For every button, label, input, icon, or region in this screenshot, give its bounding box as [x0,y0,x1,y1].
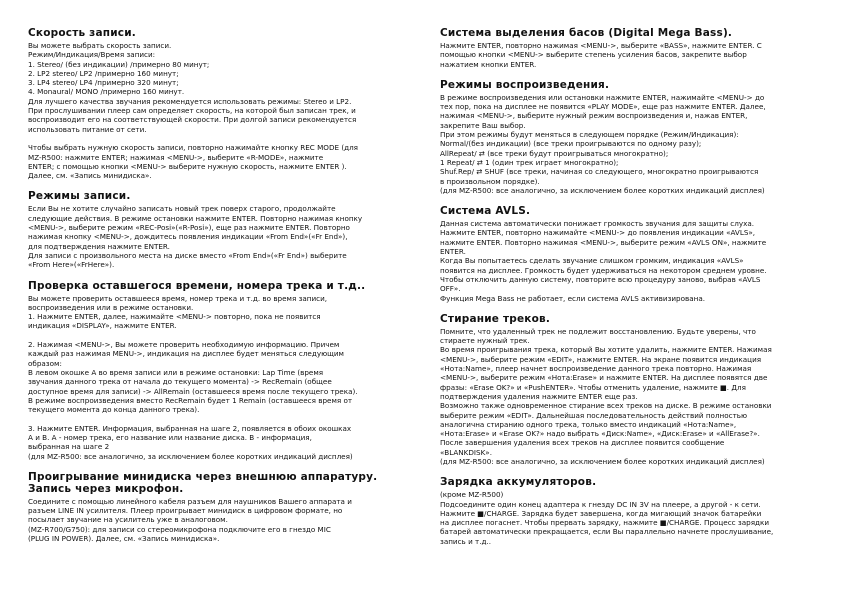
text-line: батарей автоматически прекращается, если Вы параллельно начнете прослушивание, [440,527,774,537]
text-line: В режиме воспроизведения или остановки нажмите ENTER, нажимайте <MENU-> до [440,92,765,102]
text-line: При прослушивании плеер сам определяет скорость, на которой был записан трек, и [28,106,356,116]
text-line: (PLUG IN POWER). Далее, см. «Запись минидиска». [28,534,220,544]
text-line: звучания данного трека от начала до текущего момента) -> RecRemain (общее [28,377,332,387]
section-heading: Стирание треков. [440,312,551,325]
text-line: Если Вы не хотите случайно записать новый трек поверх старого, продолжайте [28,204,336,214]
text-line: AllRepeat/ ⇄ (все треки будут проигрываться многократно); [440,148,669,158]
text-line: 4. Monaural/ MONO /примерно 160 минут. [28,87,185,97]
text-line: подтверждения удаления нажмите ENTER еще раз. [440,391,638,401]
section-heading: Зарядка аккумуляторов. [440,476,597,489]
text-line: воспроизведения или в режиме остановки. [28,302,194,312]
text-line: В левом окошке А во время записи или в режиме остановки: Lap Time (время [28,367,324,377]
section-0 [28,27,408,180]
text-line: «Нота:Name», плеер начнет воспроизведение данного трека повторно. Нажимая [440,364,752,374]
text-line: нажимая кнопку <MENU->, дождитесь появления индикации «From End»(«Fr End»), [28,232,348,242]
text-line: выберите режим «EDIT». Дальнейшая последовательность действий полностью [440,410,748,420]
text-line: каждый раз нажимая MENU->, индикация на дисплее будет меняться следующим [28,349,344,359]
text-line: индикация «DISPLAY», нажмите ENTER. [28,321,177,331]
text-line: «BLANKDISK». [440,447,492,457]
section-3 [28,471,408,543]
text-line: Когда Вы попытаетесь сделать звучание слишком громким, индикация «AVLS» [440,256,744,266]
text-line: ENTER. [440,247,466,257]
section-heading: Система выделения басов (Digital Mega Bass). [440,27,733,39]
text-line: (MZ-R700/G750): для записи со стереомикрофона подключите его в гнездо MIC [28,524,331,534]
text-line: аналогична стиранию одного трека, только вместо индикаций «Нота:Name», [440,419,737,429]
left-column [28,27,408,553]
text-line: <MENU->, выберите режим «REC-Posi»(«R-Posi»), еще раз нажмите ENTER. Повторно [28,223,350,233]
text-line: Shuf.Rep/ ⇄ SHUF (все треки, начиная со следующего, многократно проигрываются [440,167,759,177]
text-line: 3. LP4 stereo/ LP4 /примерно 320 минут; [28,78,179,88]
text-line: воспроизводит его на соответствующей скорости. При долгой записи рекомендуется [28,115,357,125]
text-line: доступное время для записи) -> AllRemain (оставшееся время после текущего трека). [28,386,358,396]
text-line: 1. Stereo/ (без индикации) /примерно 80 минут; [28,59,210,69]
text-line: Чтобы выбрать нужную скорость записи, повторно нажимайте кнопку REC MODE (для [28,143,359,153]
text-line: Данная система автоматически понижает громкость звучания для защиты слуха. [440,219,755,229]
text-line: ENTER; с помощью кнопки <MENU-> выберите нужную скорость, нажмите ENTER ). [28,161,347,171]
section-heading: Режимы записи. [28,190,131,203]
section-heading: Проверка оставшегося времени, номера трека и т.д.. [28,279,366,292]
text-line: OFF». [440,284,461,294]
text-line: Во время проигрывания трека, который Вы хотите удалить, нажмите ENTER. Нажимая [440,345,772,355]
text-line: выбранная на шаге 2 [28,442,110,452]
text-line: «Нота:Erase» и «Erase OK?» надо выбрать «Диск:Name», «Диск:Erase» и «AllErase?». [440,429,760,439]
text-line: (для MZ-R500: все аналогично, за исключением более коротких индикаций дисплея) [440,456,765,466]
text-line: Для записи с произвольного места на диске вместо «From End»(«Fr End») выберите [28,250,347,260]
text-line: Нажмите ■/CHARGE. Зарядка будет завершена, когда мигающий значок батарейки [440,508,762,518]
text-line: Чтобы отключить данную систему, повторите всю процедуру заново, выбрав «AVLS [440,274,761,284]
text-line: образом: [28,358,62,368]
text-line: 1. Нажмите ENTER, далее, нажимайте <MENU-> повторно, пока не появится [28,312,321,322]
text-line: <MENU->, выберите режим «EDIT», нажмите ENTER. На экране появится индикация [440,354,762,364]
text-line: В режиме воспроизведения вместо RecRemain будет 1 Remain (оставшееся время от [28,395,353,405]
section-4 [440,476,820,546]
text-line: Функция Mega Bass не работает, если система AVLS активизирована. [440,293,706,303]
text-line: в произвольном порядке). [440,176,540,186]
text-line: использовать питание от сети. [28,124,147,134]
text-line: следующие действия. В режиме остановки нажмите ENTER. Повторно нажимая кнопку [28,213,363,223]
section-2 [440,205,820,303]
text-line: (кроме MZ-R500) [440,490,504,500]
text-line: Нажмите ENTER, повторно нажимайте <MENU-> до появления индикации «AVLS», [440,228,756,238]
text-line: MZ-R500: нажмите ENTER; нажимая <MENU->, выберите «R-MODE», нажмите [28,152,324,162]
paragraph-gap [28,331,408,340]
text-line: 2. LP2 stereo/ LP2 /примерно 160 минут; [28,68,179,78]
section-heading: Система AVLS. [440,205,531,218]
text-line: фразы: «Erase OK?» и «PushENTER». Чтобы отменить удаление, нажмите ■. Для [440,382,746,392]
text-line: помощью кнопки <MENU-> выберите степень усиления басов, закрепите выбор [440,50,747,60]
text-line: (для MZ-R500: все аналогично, за исключением более коротких индикаций дисплея) [440,185,765,195]
text-line: разъем LINE IN усилителя. Плеер проигрывает минидиск в цифровом формате, но [28,506,343,516]
text-line: Режим/Индикация/Время записи: [28,50,156,60]
paragraph-gap [28,414,408,423]
section-3 [440,313,820,466]
text-line: А и В. А - номер трека, его название или название диска. В - информация, [28,432,312,442]
text-line: на дисплее погаснет. Чтобы прервать зарядку, нажмите ■/CHARGE. Процесс зарядки [440,518,770,528]
text-line: <MENU->, выберите режим «Нота:Erase» и нажмите ENTER. На дисплее появятся две [440,373,768,383]
text-line: 2. Нажимая <MENU->, Вы можете проверить необходимую информацию. Причем [28,340,340,350]
text-line: 3. Нажмите ENTER. Информация, выбранная на шаге 2, появляется в обоих окошках [28,423,352,433]
paragraph-gap [28,134,408,143]
section-1 [28,190,408,269]
text-line: запись и т.д.. [440,536,492,546]
text-line: «From Here»(«FrHere»). [28,260,115,270]
text-line: для подтверждения нажмите ENTER. [28,241,170,251]
section-heading: Проигрывание минидиска через внешнюю аппаратуру. Запись через микрофон. [28,470,378,495]
text-line: нажатием кнопки ENTER. [440,59,537,69]
text-line: тех пор, пока на дисплее не появится «PLAY MODE», еще раз нажмите ENTER. Далее, [440,102,766,112]
section-2 [28,280,408,461]
section-heading: Режимы воспроизведения. [440,78,610,91]
right-column [440,27,820,556]
section-0 [440,27,820,69]
text-line: посылает звучание на усилитель уже в аналоговом. [28,515,228,525]
section-1 [440,79,820,195]
text-line: Соедините с помощью линейного кабеля разъем для наушников Вашего аппарата и [28,496,352,506]
text-line: При этом режимы будут меняться в следующем порядке (Режим/Индикация): [440,130,739,140]
text-line: Вы можете выбрать скорость записи. [28,41,172,50]
text-line: Возможно также одновременное стирание всех треков на диске. В режиме остановки [440,401,772,411]
text-line: появится на дисплее. Громкость будет удерживаться на некотором среднем уровне. [440,265,767,275]
text-line: Нажмите ENTER, повторно нажимая <MENU->, выберите «BASS», нажмите ENTER. С [440,41,762,50]
text-line: Для лучшего качества звучания рекомендуется использовать режимы: Stereo и LP2. [28,96,352,106]
text-line: После завершения удаления всех треков на дисплее появится сообщение [440,438,725,448]
text-line: текущего момента до конца данного трека). [28,405,200,415]
text-line: Normal/(без индикации) (все треки проигрываются по одному разу); [440,139,702,149]
text-line: 1 Repeat/ ⇄ 1 (один трек играет многократно); [440,157,619,167]
text-line: (для MZ-R500: все аналогично, за исключением более коротких индикаций дисплея) [28,451,353,461]
text-line: Помните, что удаленный трек не подлежит восстановлению. Будьте уверены, что [440,326,756,336]
section-heading: Скорость записи. [28,27,136,39]
text-line: Вы можете проверить оставшееся время, номер трека и т.д. во время записи, [28,293,328,303]
text-line: закрепите Ваш выбор. [440,120,526,130]
text-line: нажмите ENTER. Повторно нажимая <MENU->, выберите режим «AVLS ON», нажмите [440,237,767,247]
text-line: нажимая <MENU->, выберите нужный режим воспроизведения и, нажав ENTER, [440,111,748,121]
text-line: стираете нужный трек. [440,336,530,346]
text-line: Подсоедините один конец адаптера к гнезду DC IN 3V на плеере, а другой - к сети. [440,499,761,509]
text-line: Далее, см. «Запись минидиска». [28,171,152,181]
